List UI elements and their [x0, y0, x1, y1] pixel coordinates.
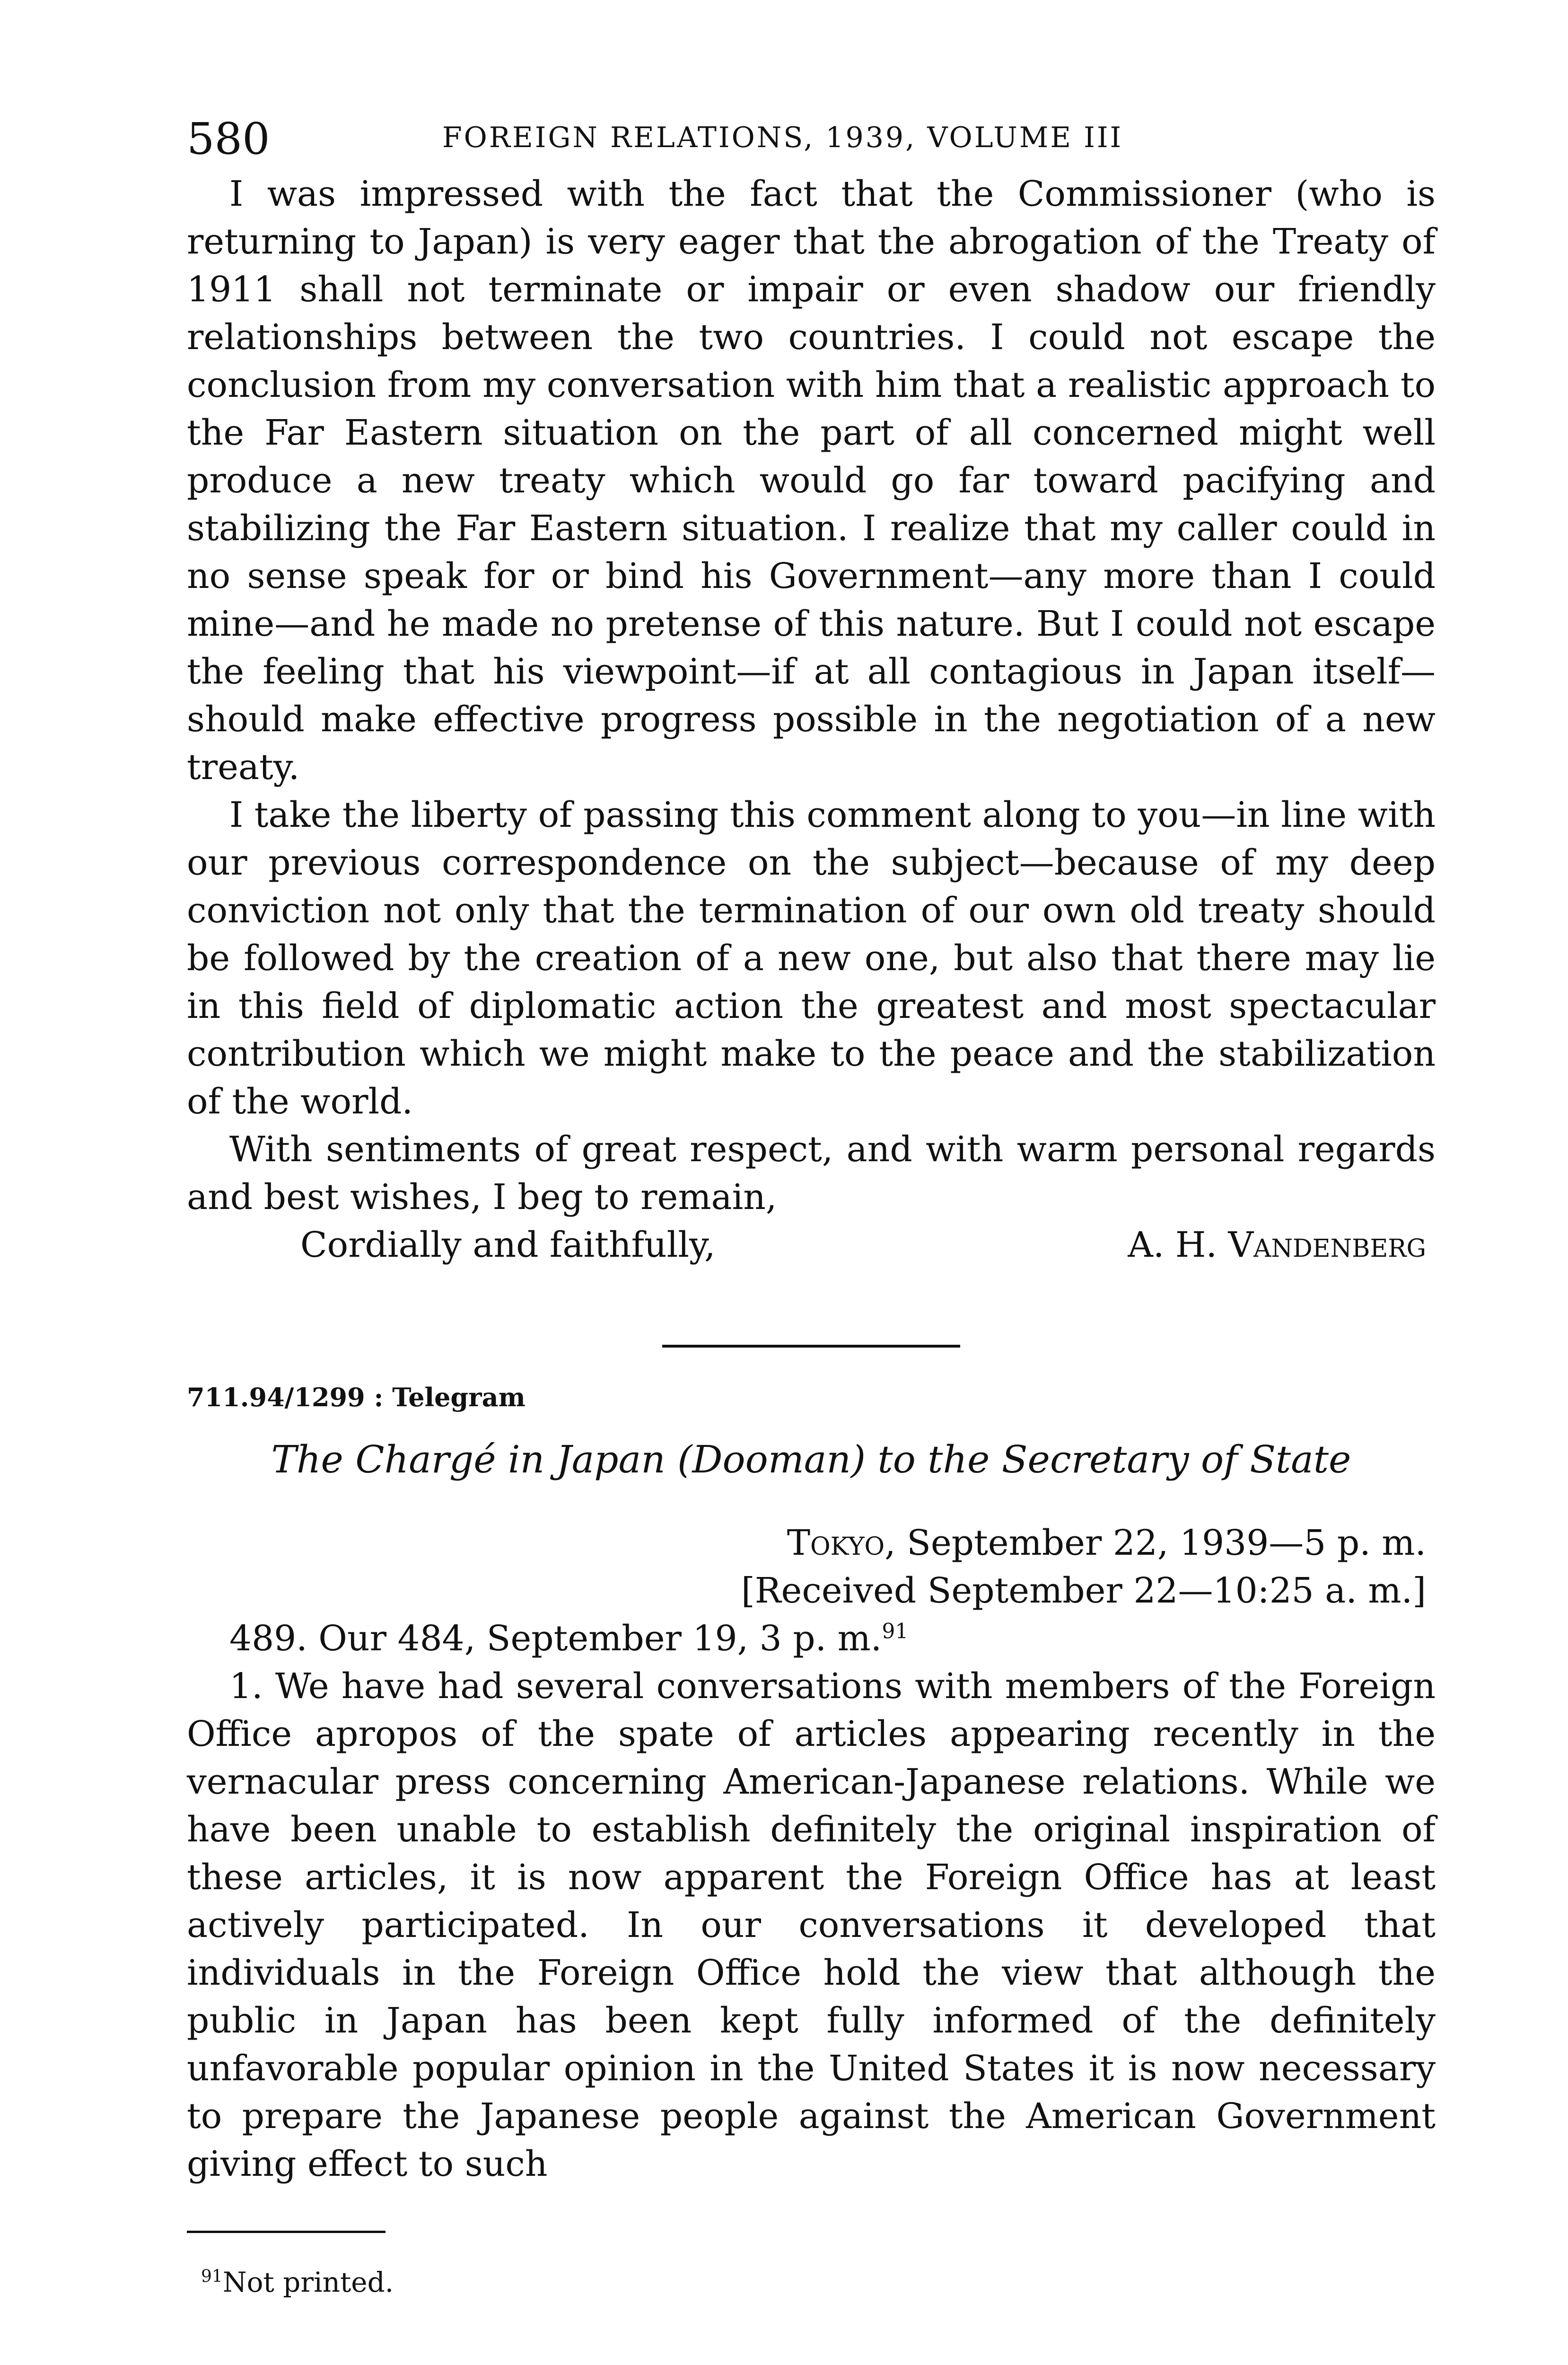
letter-closing — [300, 1221, 1436, 1269]
footnote-text: Not printed. — [222, 2266, 394, 2298]
page-header — [187, 114, 1436, 170]
letter-paragraph-3: With sentiments of great respect, and with warm personal regards and best wishes, I beg to remain, — [187, 1129, 1436, 1218]
closing-phrase: Cordially and faithfully, — [300, 1225, 716, 1265]
telegram-opening — [187, 1615, 1436, 1663]
dateline-place: Tokyo — [787, 1523, 885, 1563]
running-head: FOREIGN RELATIONS, 1939, VOLUME III — [442, 121, 1123, 154]
document-title: The Chargé in Japan (Dooman) to the Secretary of State — [271, 1437, 1351, 1481]
footnote-marker: 91 — [201, 2267, 223, 2286]
page-number: 580 — [187, 114, 270, 164]
section-divider — [662, 1345, 960, 1348]
document-page — [187, 114, 1436, 2298]
letter-body — [187, 170, 1436, 1221]
dateline — [187, 1519, 1426, 1567]
dateline-date: , September 22, 1939—5 p. m. — [885, 1523, 1426, 1563]
signature: A. H. Vandenberg — [1128, 1225, 1426, 1265]
footnote-ref: 91 — [882, 1619, 909, 1644]
received-line: [Received September 22—10:25 a. m.] — [741, 1570, 1426, 1611]
file-reference: 711.94/1299 : Telegram — [187, 1382, 526, 1412]
letter-paragraph-2: I take the liberty of passing this comment along to you—in line with our previous correspondence on the subject—because of my deep conviction not only that the termination of our own old treaty should be followed by the creation of a new one, but also that there may lie in this field of diplomatic action the greatest and most spectacular contribution which we might make to the peace and the stabilization of the world. — [187, 795, 1436, 1122]
footnote-divider — [187, 2231, 385, 2233]
letter-paragraph-1: I was impressed with the fact that the Commissioner (who is returning to Japan) is very eager that the abrogation of the Treaty of 1911 shall not terminate or impair or even shadow our friendly relationships between the two countries. I could not escape the conclusion from my conversation with him that a realistic approach to the Far Eastern situation on the part of all concerned might well produce a new treaty which would go far toward pacifying and stabilizing the Far Eastern situation. I realize that my caller could in no sense speak for or bind his Government—any more than I could mine—and he made no pretense of this nature. But I could not escape the feeling that his viewpoint—if at all contagious in Japan itself—should make effective progress possible in the negotiation of a new treaty. — [187, 174, 1436, 788]
telegram-body — [187, 1615, 1436, 2188]
telegram-paragraph-1: 1. We have had several conversations with members of the Foreign Office apropos of the spate of articles appearing recently in the vernacular press concerning American-Japanese relations. While we have been unable to establish definitely the original inspiration of these articles, it is now apparent the Foreign Office has at least actively participated. In our conversations it developed that individuals in the Foreign Office hold the view that although the public in Japan has been kept fully informed of the definitely unfavorable popular opinion in the United States it is now necessary to prepare the Japanese people against the American Government giving effect to such — [187, 1666, 1436, 2184]
footnote — [201, 2266, 1436, 2298]
telegram-opening-text: 489. Our 484, September 19, 3 p. m. — [229, 1618, 882, 1659]
